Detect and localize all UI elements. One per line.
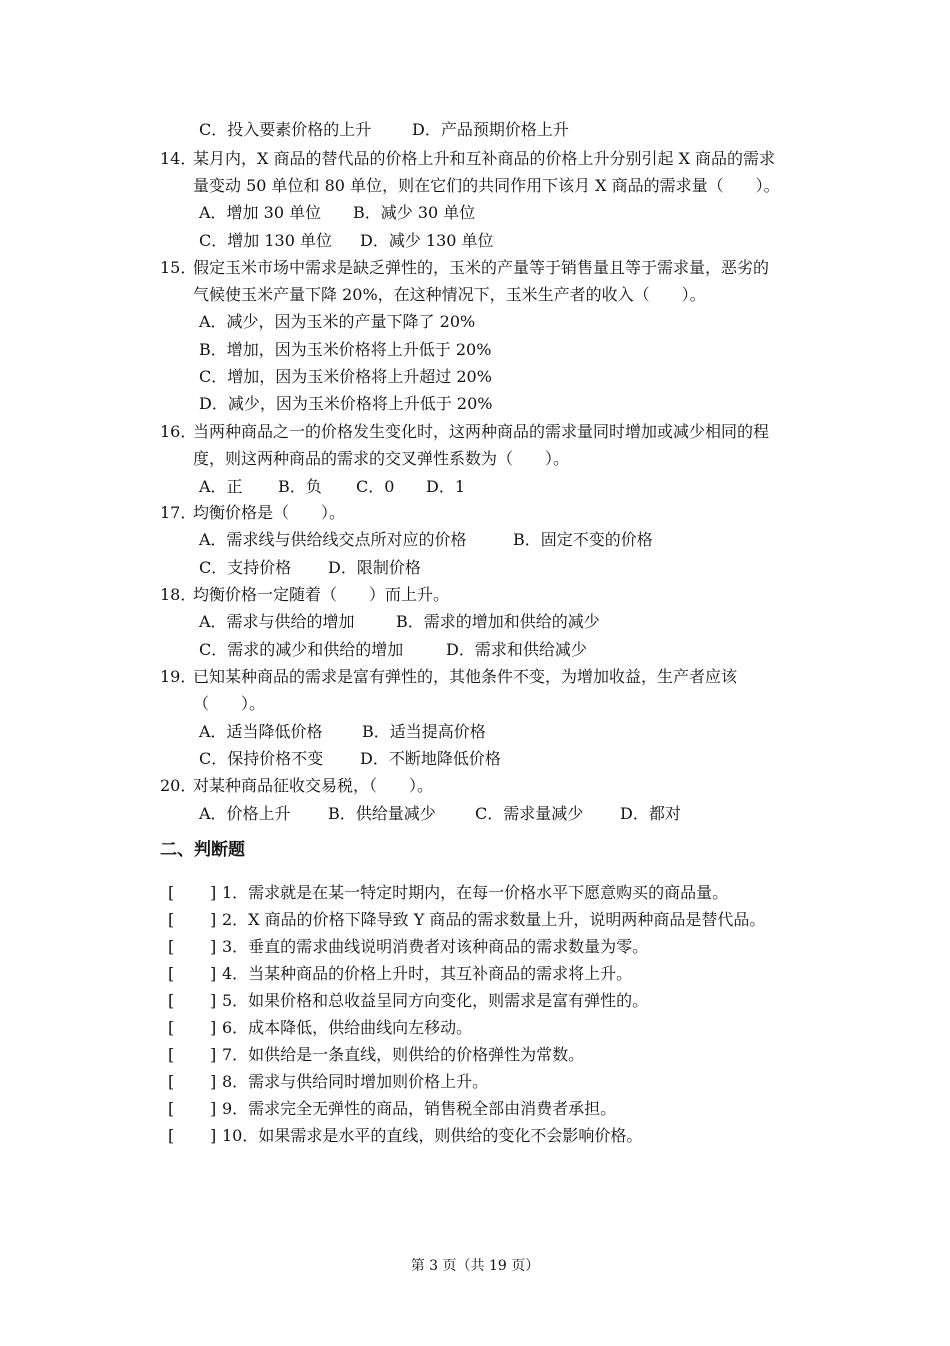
bracket-open: [ xyxy=(168,1099,175,1118)
judgment-item xyxy=(168,1126,642,1146)
bracket-close: ] xyxy=(210,1072,217,1091)
judgment-item xyxy=(168,1045,584,1065)
bracket-close: ] xyxy=(210,883,217,902)
bracket-open: [ xyxy=(168,964,175,983)
judgment-item xyxy=(168,937,648,957)
option-d: D．1 xyxy=(426,477,466,496)
question-number: 18． xyxy=(160,585,197,604)
bracket-close: ] xyxy=(210,910,217,929)
judgment-item xyxy=(168,883,728,903)
judgment-text: 2．X 商品的价格下降导致 Y 商品的需求数量上升，说明两种商品是替代品。 xyxy=(222,910,766,929)
question-text: 度，则这两种商品的需求的交叉弹性系数为（ ）。 xyxy=(193,449,570,468)
option-c: C．增加，因为玉米价格将上升超过 20% xyxy=(199,367,492,386)
bracket-open: [ xyxy=(168,1018,175,1037)
bracket-open: [ xyxy=(168,883,175,902)
option-d: D．减少，因为玉米价格将上升低于 20% xyxy=(199,394,493,413)
option-b: B．减少 30 单位 xyxy=(353,203,476,222)
question-text: 某月内，X 商品的替代品的价格上升和互补商品的价格上升分别引起 X 商品的需求 xyxy=(193,149,776,168)
option-c: C．投入要素价格的上升 xyxy=(199,120,372,139)
judgment-text: 6．成本降低，供给曲线向左移动。 xyxy=(222,1018,473,1037)
judgment-item xyxy=(168,991,648,1011)
bracket-close: ] xyxy=(210,991,217,1010)
option-a: A．价格上升 xyxy=(199,804,291,823)
bracket-open: [ xyxy=(168,1072,175,1091)
question-text: 当两种商品之一的价格发生变化时，这两种商品的需求量同时增加或减少相同的程 xyxy=(193,422,770,441)
option-c: C．需求量减少 xyxy=(475,804,584,823)
question-text: 气候使玉米产量下降 20%，在这种情况下，玉米生产者的收入（ ）。 xyxy=(193,285,706,304)
question-text: 均衡价格一定随着（ ）而上升。 xyxy=(193,585,450,604)
option-d: D．需求和供给减少 xyxy=(446,640,587,659)
section-heading: 二、判断题 xyxy=(160,840,245,860)
question-text: 均衡价格是（ ）。 xyxy=(193,503,346,522)
option-c: C．保持价格不变 xyxy=(199,749,324,768)
option-a: A．需求线与供给线交点所对应的价格 xyxy=(199,530,467,549)
option-b: B．增加，因为玉米价格将上升低于 20% xyxy=(199,340,492,359)
bracket-open: [ xyxy=(168,910,175,929)
question-number: 19． xyxy=(160,667,197,686)
judgment-item xyxy=(168,964,632,984)
option-b: B．适当提高价格 xyxy=(362,722,486,741)
option-d: D．都对 xyxy=(620,804,681,823)
bracket-close: ] xyxy=(210,1126,217,1145)
option-a: A．正 xyxy=(199,477,243,496)
judgment-item xyxy=(168,1018,472,1038)
question-text: 假定玉米市场中需求是缺乏弹性的，玉米的产量等于销售量且等于需求量，恶劣的 xyxy=(193,258,770,277)
option-a: A．适当降低价格 xyxy=(199,722,323,741)
option-a: A．增加 30 单位 xyxy=(199,203,322,222)
question-text: 量变动 50 单位和 80 单位，则在它们的共同作用下该月 X 商品的需求量（ ）。 xyxy=(193,176,780,195)
bracket-close: ] xyxy=(210,964,217,983)
judgment-item xyxy=(168,1099,616,1119)
bracket-close: ] xyxy=(210,937,217,956)
option-a: A．减少，因为玉米的产量下降了 20% xyxy=(199,312,476,331)
option-c: C．支持价格 xyxy=(199,558,292,577)
page-footer: 第 3 页（共 19 页） xyxy=(410,1258,540,1274)
option-b: B．固定不变的价格 xyxy=(513,530,653,549)
judgment-item xyxy=(168,1072,488,1092)
option-c: C．需求的减少和供给的增加 xyxy=(199,640,404,659)
judgment-text: 9．需求完全无弹性的商品，销售税全部由消费者承担。 xyxy=(222,1099,617,1118)
option-a: A．需求与供给的增加 xyxy=(199,612,355,631)
option-b: B．负 xyxy=(278,477,322,496)
option-d: D．产品预期价格上升 xyxy=(412,120,569,139)
question-number: 15． xyxy=(160,258,197,277)
question-text: 已知某种商品的需求是富有弹性的，其他条件不变，为增加收益，生产者应该 xyxy=(193,667,738,686)
bracket-close: ] xyxy=(210,1018,217,1037)
option-b: B．供给量减少 xyxy=(328,804,436,823)
judgment-text: 8．需求与供给同时增加则价格上升。 xyxy=(222,1072,489,1091)
option-d: D．不断地降低价格 xyxy=(360,749,501,768)
bracket-open: [ xyxy=(168,1045,175,1064)
question-number: 17． xyxy=(160,503,197,522)
judgment-text: 3．垂直的需求曲线说明消费者对该种商品的需求数量为零。 xyxy=(222,937,649,956)
question-number: 14． xyxy=(160,149,197,168)
bracket-open: [ xyxy=(168,1126,175,1145)
question-number: 20． xyxy=(160,776,197,795)
judgment-item xyxy=(168,910,765,930)
question-text: 对某种商品征收交易税，（ ）。 xyxy=(193,776,434,795)
bracket-close: ] xyxy=(210,1045,217,1064)
bracket-close: ] xyxy=(210,1099,217,1118)
judgment-text: 4．当某种商品的价格上升时，其互补商品的需求将上升。 xyxy=(222,964,633,983)
judgment-text: 1．需求就是在某一特定时期内，在每一价格水平下愿意购买的商品量。 xyxy=(222,883,729,902)
judgment-text: 7．如供给是一条直线，则供给的价格弹性为常数。 xyxy=(222,1045,585,1064)
option-d: D．减少 130 单位 xyxy=(360,231,494,250)
question-number: 16． xyxy=(160,422,197,441)
option-c: C．增加 130 单位 xyxy=(199,231,332,250)
judgment-text: 5．如果价格和总收益呈同方向变化，则需求是富有弹性的。 xyxy=(222,991,649,1010)
question-text: （ ）。 xyxy=(193,694,266,713)
judgment-text: 10．如果需求是水平的直线，则供给的变化不会影响价格。 xyxy=(222,1126,643,1145)
option-c: C．0 xyxy=(356,477,395,496)
bracket-open: [ xyxy=(168,937,175,956)
bracket-open: [ xyxy=(168,991,175,1010)
option-d: D．限制价格 xyxy=(328,558,421,577)
option-b: B．需求的增加和供给的减少 xyxy=(396,612,600,631)
